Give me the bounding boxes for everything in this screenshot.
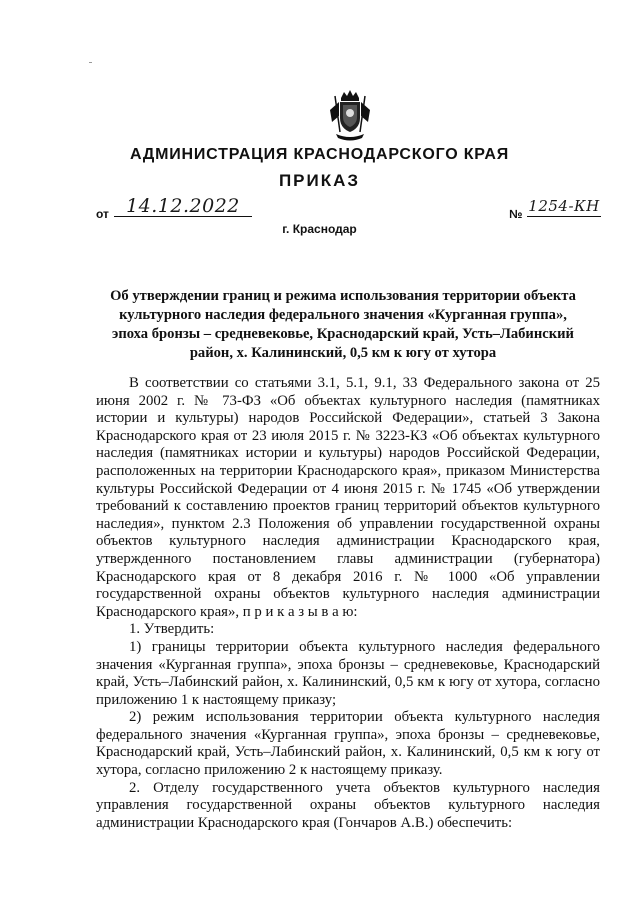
date-handwritten: 14.12.2022 <box>114 196 252 217</box>
order-item-1: 1. Утвердить: <box>129 621 215 638</box>
document-body <box>96 375 600 832</box>
order-subitem-2: 2) режим использования территории объекта культурного наследия федерального значения «Курганная группа», эпоха бронзы – средневековье, Краснодарский край, Усть–Лабинский район, х. Калининский, 0,5 км к югу от хутора, согласно приложению 2 к настоящему приказу. <box>96 709 600 779</box>
date-label: от <box>96 207 109 221</box>
document-title: Об утверждении границ и режима использования территории объекта культурного наследия федерального значения «Курганная группа», эпоха бронзы – средневековье, Краснодарский край, Усть–Лабинский район, х. Калининский, 0,5 км к югу от хутора <box>110 288 576 361</box>
number-handwritten: 1254-КН <box>528 197 600 215</box>
number-label: № <box>509 207 523 221</box>
coat-of-arms-icon <box>327 88 373 142</box>
preamble-paragraph: В соответствии со статьями 3.1, 5.1, 9.1, 33 Федерального закона от 25 июня 2002 г. № 73-ФЗ «Об объектах культурного наследия (памятниках истории и культуры) народов Российской Федерации», статьей 3 Закона Краснодарского края от 23 июля 2015 г. № 3223-КЗ «Об объектах культурного наследия (памятниках истории и культуры) народов Российской Федерации, расположенных на территории Краснодарского края», приказом Министерства культуры Российской Федерации от 4 июня 2015 г. № 1745 «Об утверждении требований к составлению проектов границ территорий объектов культурного наследия», пунктом 2.3 Положения об управлении государственной охраны объектов культурного наследия администрации Краснодарского края, утвержденного постановлением главы администрации (губернатора) Краснодарского края от 8 декабря 2016 г. № 1000 «Об управлении государственной охраны объектов культурного наследия администрации Краснодарского края», п р и к а з ы в а ю: <box>96 375 600 620</box>
order-item-2: 2. Отделу государственного учета объектов культурного наследия управления государственной охраны объектов культурного наследия администрации Краснодарского края (Гончаров А.В.) обеспечить: <box>96 779 600 831</box>
agency-name: АДМИНИСТРАЦИЯ КРАСНОДАРСКОГО КРАЯ <box>129 146 510 163</box>
order-subitem-1: 1) границы территории объекта культурного наследия федерального значения «Курганная группа», эпоха бронзы – средневековье, Краснодарский край, Усть–Лабинский район, х. Калининский, 0,5 км к югу от хутора, согласно приложению 1 к настоящему приказу; <box>96 638 600 708</box>
document-type: ПРИКАЗ <box>278 171 361 190</box>
scan-speck <box>89 62 92 63</box>
city-name: г. Краснодар <box>282 222 357 236</box>
